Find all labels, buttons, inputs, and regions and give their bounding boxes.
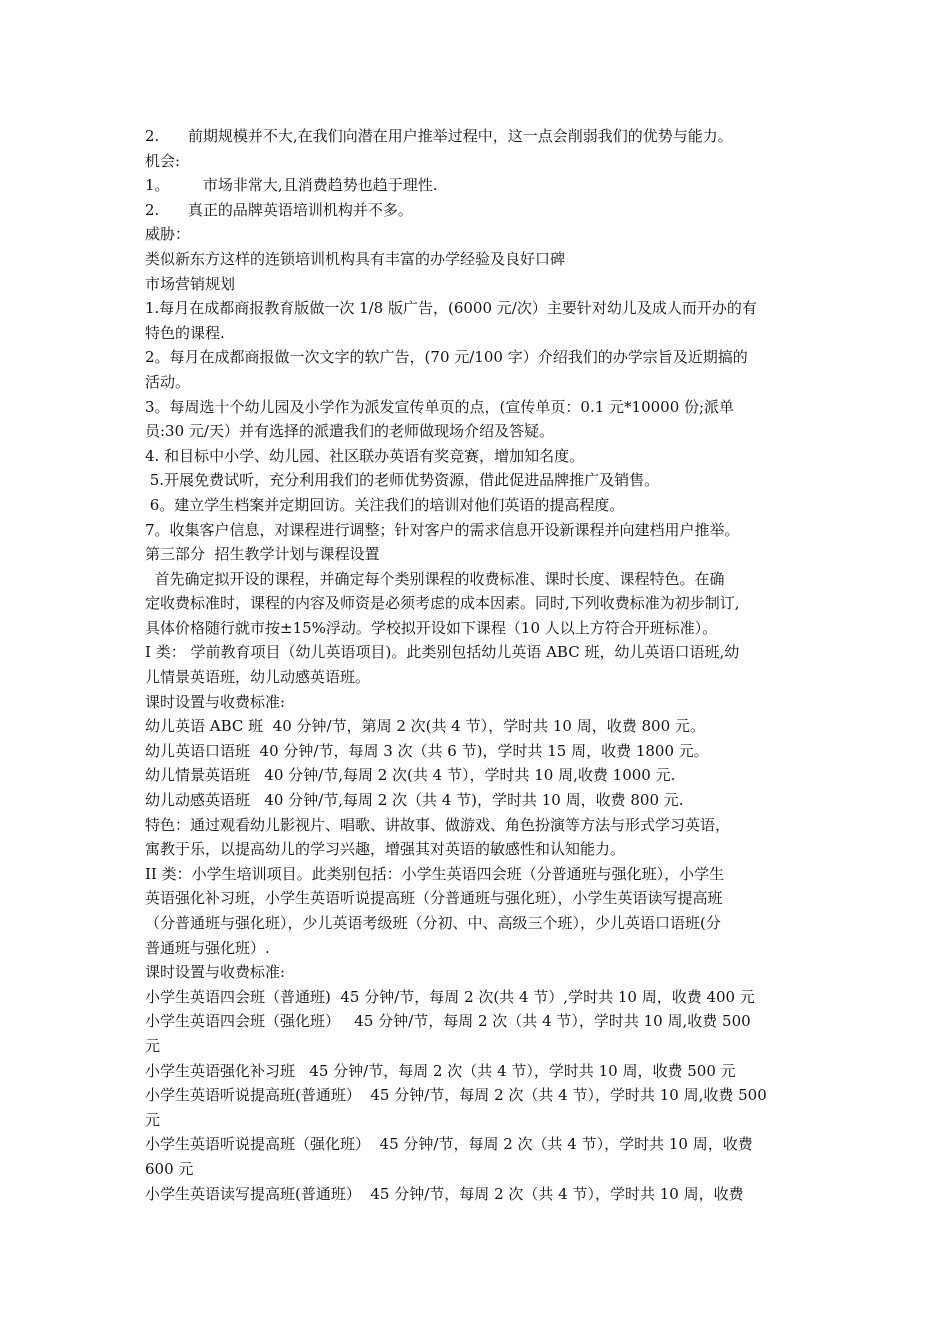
text-line: 7。收集客户信息，对课程进行调整；针对客户的需求信息开设新课程并向建档用户推举。 — [145, 520, 740, 539]
text-line: 寓教于乐，以提高幼儿的学习兴趣，增强其对英语的敏感性和认知能力。 — [145, 840, 626, 859]
text-line: I 类： 学前教育项目（幼儿英语项目)。此类别包括幼儿英语 ABC 班，幼儿英语口语班,幼 — [145, 643, 740, 662]
text-line: II 类：小学生培训项目。此类别包括：小学生英语四会班（分普通班与强化班），小学生 — [145, 864, 725, 883]
text-line: （分普通班与强化班），少儿英语考级班（分初、中、高级三个班），少儿英语口语班(分 — [145, 914, 721, 932]
text-line: 英语强化补习班，小学生英语听说提高班（分普通班与强化班），小学生英语读写提高班 — [145, 889, 723, 908]
text-line: 市场营销规划 — [145, 274, 236, 293]
text-line: 4. 和目标中小学、幼儿园、社区联办英语有奖竞赛，增加知名度。 — [145, 446, 585, 465]
text-line: 小学生英语四会班（强化班） 45 分钟/节，每周 2 次（共 4 节），学时共 10 周,收费 500 — [145, 1012, 751, 1031]
text-line: 普通班与强化班）. — [145, 938, 270, 957]
text-line: 具体价格随行就市按±15%浮动。学校拟开设如下课程（10 人以上方符合开班标准）。 — [145, 618, 718, 637]
text-line: 1。 市场非常大,且消费趋势也趋于理性. — [145, 176, 438, 195]
text-line: 600 元 — [145, 1159, 194, 1178]
text-line: 元 — [145, 1110, 161, 1129]
text-line: 特色：通过观看幼儿影视片、唱歌、讲故事、做游戏、角色扮演等方法与形式学习英语， — [145, 815, 731, 834]
text-line: 5.开展免费试听，充分利用我们的老师优势资源，借此促进品牌推广及销售。 — [145, 471, 660, 490]
text-line: 小学生英语四会班（普通班) 45 分钟/节，每周 2 次(共 4 节）,学时共 10 周，收费 400 元 — [145, 987, 755, 1006]
text-line: 幼儿情景英语班 40 分钟/节,每周 2 次(共 4 节），学时共 10 周,收费 1000 元. — [145, 766, 676, 785]
text-line: 1.每月在成都商报教育版做一次 1/8 版广告，(6000 元/次）主要针对幼儿及成人而开办的有 — [145, 299, 757, 318]
document-body — [145, 124, 810, 1206]
text-line: 儿情景英语班，幼儿动感英语班。 — [145, 668, 371, 687]
text-line: 小学生英语听说提高班(普通班） 45 分钟/节，每周 2 次（共 4 节），学时共 10 周,收费 500 — [145, 1086, 767, 1105]
text-line: 威胁： — [145, 225, 191, 244]
text-line: 2. 真正的品牌英语培训机构并不多。 — [145, 200, 413, 219]
text-line: 活动。 — [145, 372, 191, 391]
text-line: 员:30 元/天）并有选择的派遣我们的老师做现场介绍及答疑。 — [145, 422, 554, 441]
text-line: 幼儿英语口语班 40 分钟/节，每周 3 次（共 6 节)，学时共 15 周，收费 1800 元。 — [145, 741, 709, 760]
text-line: 小学生英语读写提高班(普通班） 45 分钟/节，每周 2 次（共 4 节），学时共 10 周，收费 — [145, 1184, 744, 1203]
text-line: 首先确定拟开设的课程，并确定每个类别课程的收费标准、课时长度、课程特色。在确 — [145, 569, 725, 588]
text-line: 2。每月在成都商报做一次文字的软广告，(70 元/100 字）介绍我们的办学宗旨及近期搞的 — [145, 348, 748, 367]
text-line: 小学生英语强化补习班 45 分钟/节，每周 2 次（共 4 节），学时共 10 周，收费 500 元 — [145, 1061, 736, 1080]
text-line: 课时设置与收费标准: — [145, 692, 286, 711]
text-line: 特色的课程. — [145, 323, 225, 342]
text-line: 3。每周选十个幼儿园及小学作为派发宣传单页的点，(宣传单页：0.1 元*10000 份;派单 — [145, 397, 735, 416]
text-line: 元 — [145, 1036, 161, 1055]
text-line: 小学生英语听说提高班（强化班） 45 分钟/节，每周 2 次（共 4 节），学时共 10 周，收费 — [145, 1135, 753, 1154]
text-line: 机会: — [145, 151, 181, 170]
text-line: 定收费标准时，课程的内容及师资是必须考虑的成本因素。同时,下列收费标准为初步制订, — [145, 594, 740, 613]
text-line: 6。建立学生档案并定期回访。关注我们的培训对他们英语的提高程度。 — [145, 495, 625, 514]
text-line: 2. 前期规模并不大,在我们向潜在用户推举过程中，这一点会削弱我们的优势与能力。 — [145, 127, 733, 145]
text-line: 课时设置与收费标准: — [145, 963, 286, 982]
text-line: 幼儿英语 ABC 班 40 分钟/节，第周 2 次(共 4 节），学时共 10 周，收费 800 元。 — [145, 717, 705, 736]
text-line: 类似新东方这样的连锁培训机构具有丰富的办学经验及良好口碑 — [145, 249, 566, 268]
text-line: 幼儿动感英语班 40 分钟/节,每周 2 次（共 4 节)，学时共 10 周，收费 800 元. — [145, 791, 684, 810]
text-line: 第三部分 招生教学计划与课程设置 — [145, 545, 380, 564]
